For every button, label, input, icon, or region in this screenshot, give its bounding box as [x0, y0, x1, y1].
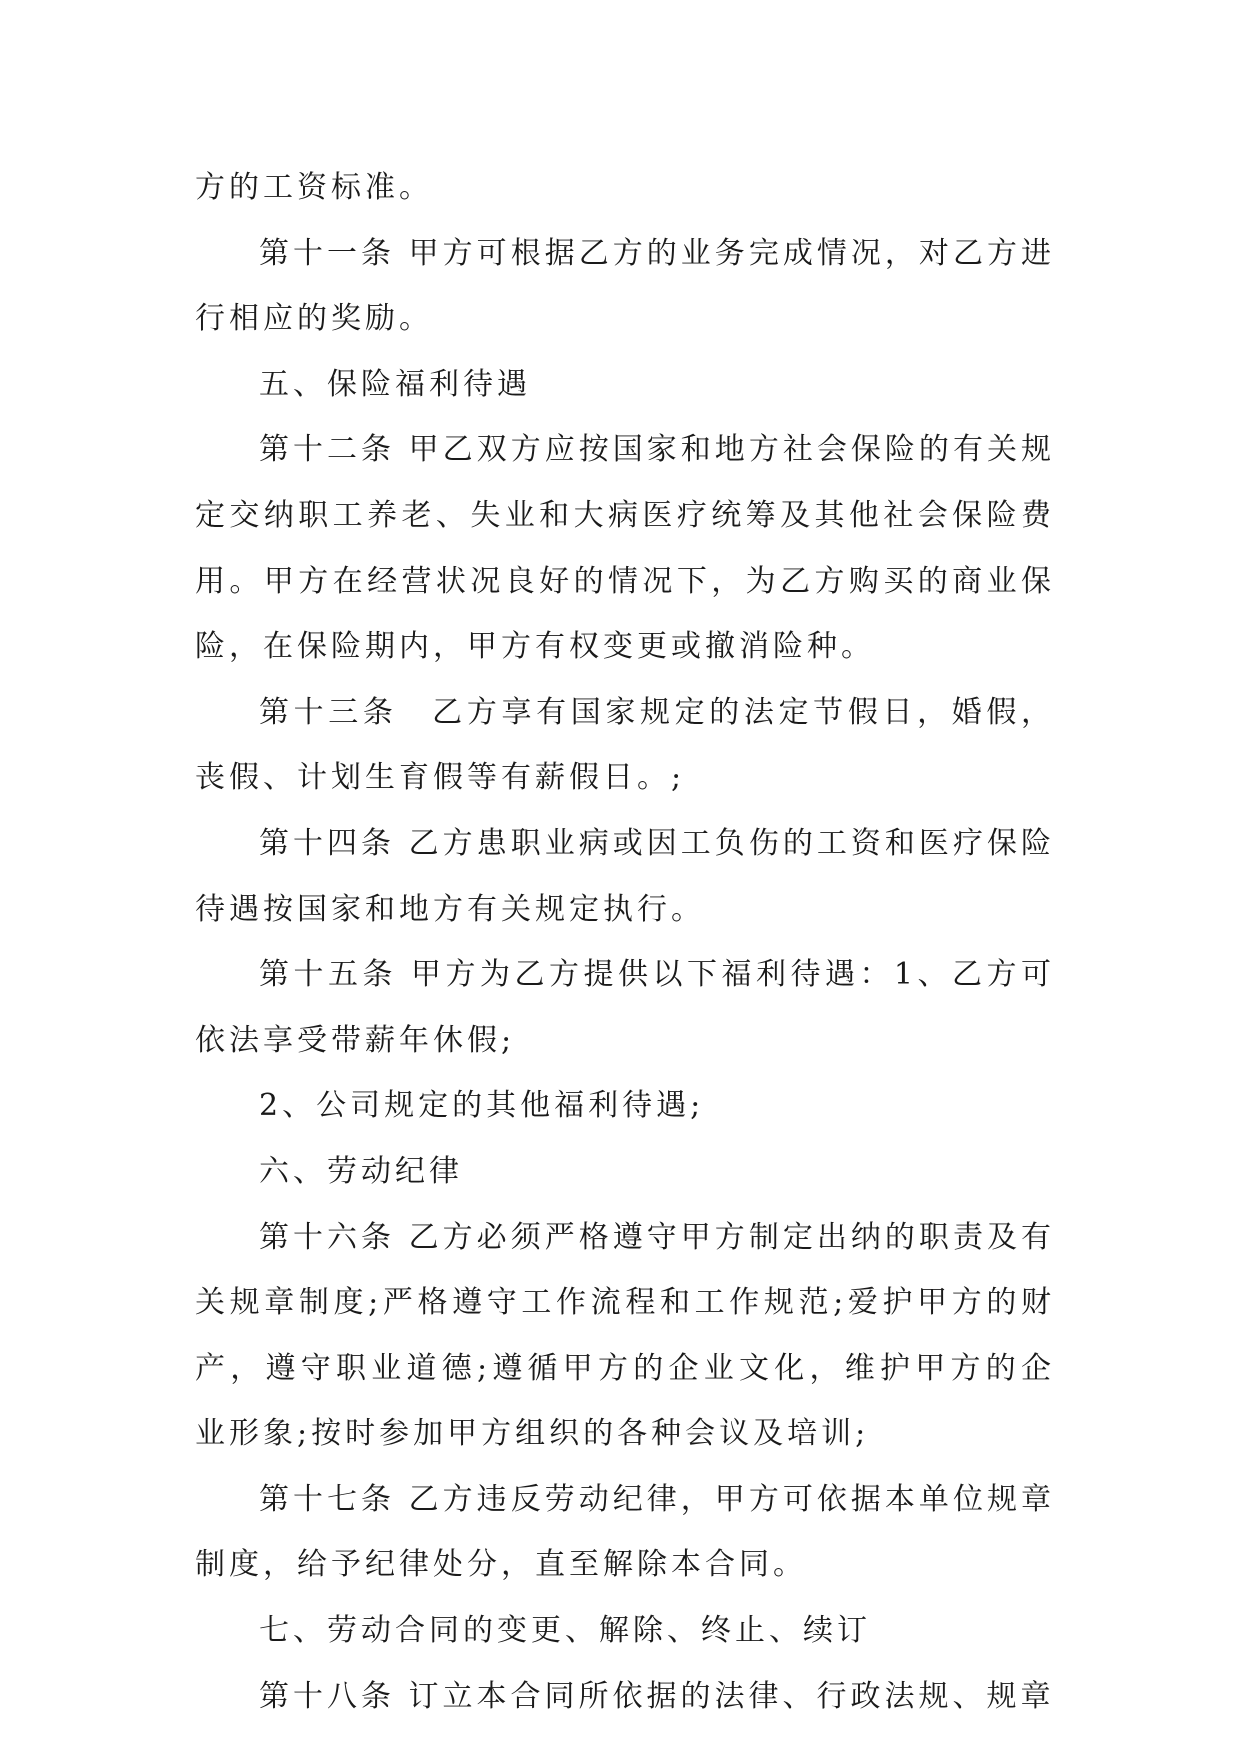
- paragraph-wage-standard-continuation: 方的工资标准。: [195, 170, 433, 205]
- paragraph-article-15-item-2: 2、公司规定的其他福利待遇;: [259, 1088, 705, 1124]
- paragraph-article-12: 第十二条 甲乙双方应按国家和地方社会保险的有关规定交纳职工养老、失业和大病医疗统筹及其他社会保险费用。甲方在经营状况良好的情况下，为乙方购买的商业保险，在保险期内，甲方有权变更或撤消险种。: [195, 432, 1055, 665]
- paragraph-article-18: 第十八条 订立本合同所依据的法律、行政法规、规章: [259, 1678, 1055, 1714]
- paragraph-article-11: 第十一条 甲方可根据乙方的业务完成情况，对乙方进行相应的奖励。: [195, 235, 1055, 337]
- paragraph-article-14: 第十四条 乙方患职业病或因工负伤的工资和医疗保险待遇按国家和地方有关规定执行。: [195, 825, 1055, 927]
- paragraph-article-17: 第十七条 乙方违反劳动纪律，甲方可依据本单位规章制度，给予纪律处分，直至解除本合同。: [195, 1481, 1055, 1583]
- paragraph-article-13: 第十三条 乙方享有国家规定的法定节假日，婚假，丧假、计划生育假等有薪假日。;: [195, 694, 1055, 796]
- contract-body: [195, 155, 1055, 1729]
- paragraph-article-15: 第十五条 甲方为乙方提供以下福利待遇：1、乙方可依法享受带薪年休假;: [195, 957, 1055, 1058]
- section-heading-contract-changes: 七、劳动合同的变更、解除、终止、续订: [259, 1613, 871, 1649]
- section-heading-insurance-welfare: 五、保险福利待遇: [259, 366, 531, 402]
- section-heading-labor-discipline: 六、劳动纪律: [259, 1153, 463, 1189]
- paragraph-article-16: 第十六条 乙方必须严格遵守甲方制定出纳的职责及有关规章制度;严格遵守工作流程和工作规范;爱护甲方的财产，遵守职业道德;遵循甲方的企业文化，维护甲方的企业形象;按时参加甲方组织的各种会议及培训;: [195, 1219, 1055, 1452]
